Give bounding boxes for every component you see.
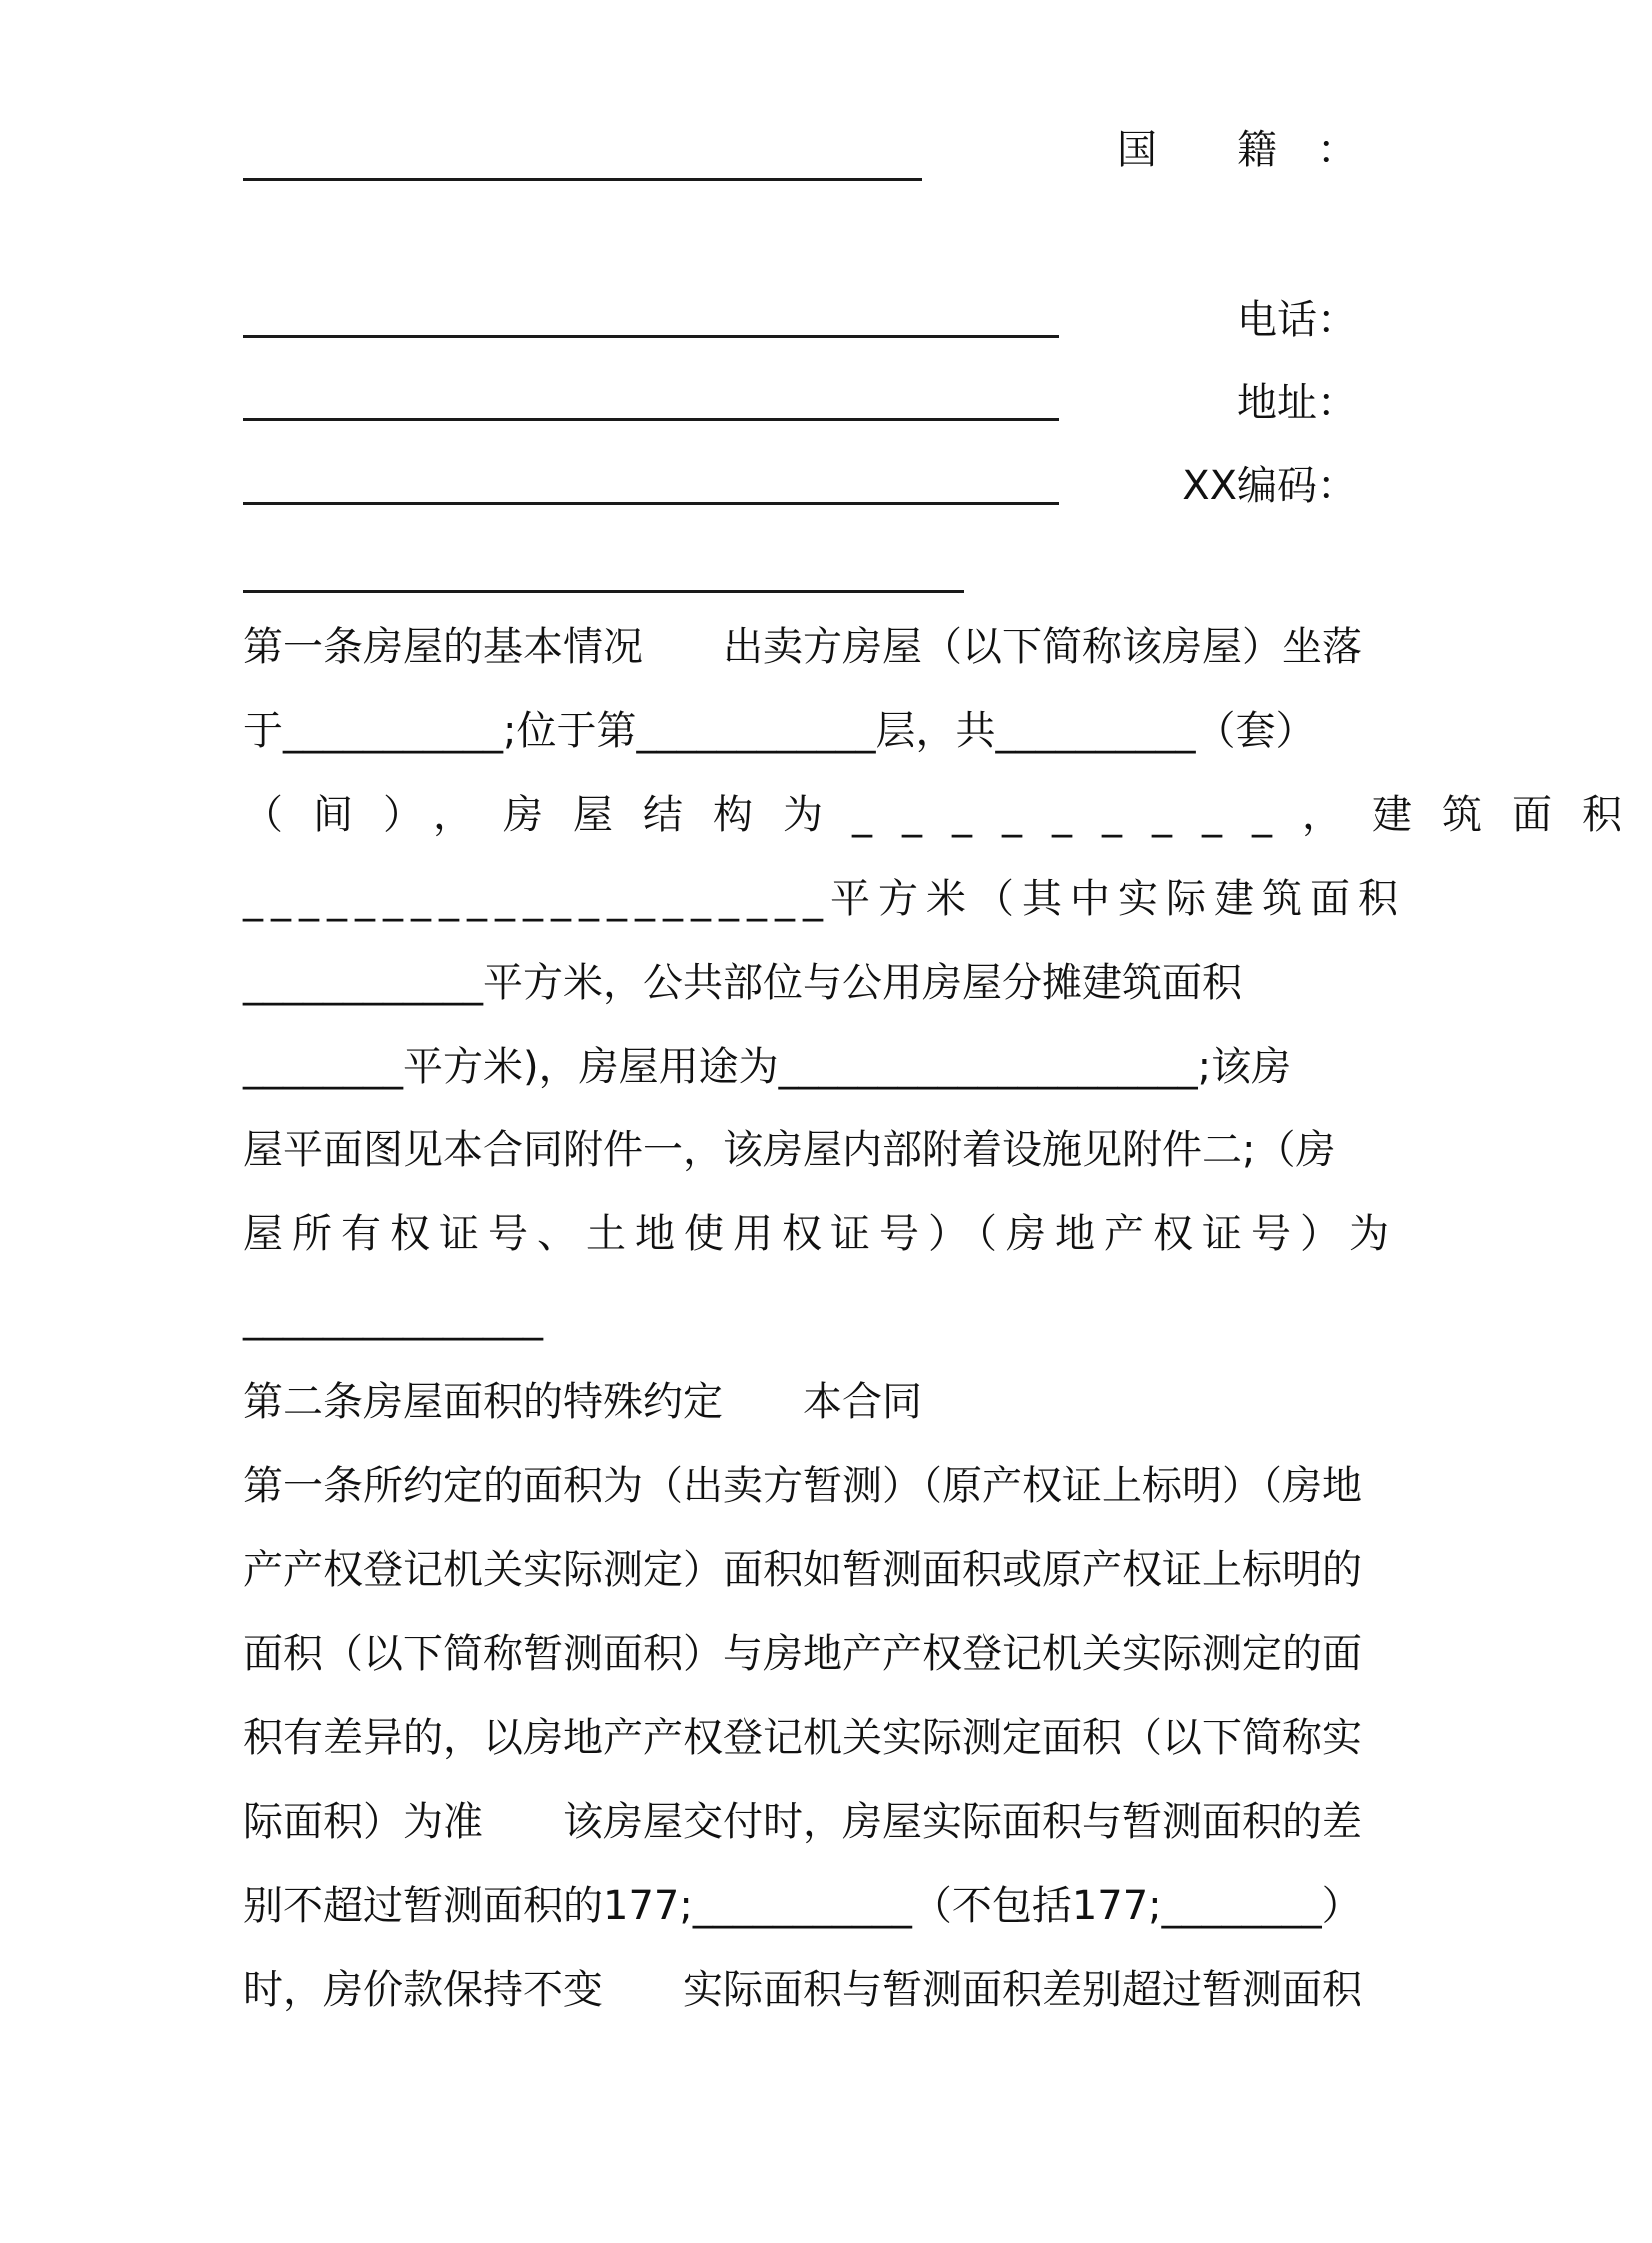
article1-line-7: 屋平面图见本合同附件一，该房屋内部附着设施见附件二;（房 bbox=[243, 1127, 1336, 1173]
article1-line-3-text: （间），房屋结构为_________，建筑面积 bbox=[243, 792, 1652, 838]
article1-line-1: 第一条房屋的基本情况 出卖方房屋（以下简称该房屋）坐落 bbox=[243, 624, 1362, 670]
article1-line-5: ____________平方米，公共部位与公用房屋分摊建筑面积 bbox=[243, 960, 1242, 1006]
nationality-blank-line bbox=[243, 178, 922, 181]
article1-line-8: 屋所有权证号、土地使用权证号）（房地产权证号）为 bbox=[243, 1211, 1398, 1257]
article2-line-1: 第二条房屋面积的特殊约定 本合同 bbox=[243, 1379, 922, 1425]
article2-line-3: 产产权登记机关实际测定）面积如暂测面积或原产权证上标明的 bbox=[243, 1547, 1362, 1593]
article1-line-3 bbox=[243, 785, 1652, 845]
article1-line-9: _______________ bbox=[243, 1295, 543, 1341]
postal-code-label: XX编码： bbox=[1182, 463, 1357, 509]
phone-label: 电话： bbox=[1237, 297, 1357, 343]
article1-line-6: ________平方米)，房屋用途为_____________________;该房 bbox=[243, 1044, 1292, 1090]
address-label: 地址： bbox=[1237, 380, 1357, 426]
article1-line-2: 于___________;位于第____________层，共__________（套） bbox=[243, 708, 1316, 754]
postal-code-blank-line bbox=[243, 502, 1059, 505]
phone-blank-line bbox=[243, 335, 1059, 338]
article1-line-4: _____________________平方米（其中实际建筑面积 bbox=[243, 876, 1406, 922]
article2-line-6: 际面积）为准 该房屋交付时，房屋实际面积与暂测面积的差 bbox=[243, 1799, 1362, 1845]
article2-line-7: 别不超过暂测面积的177;___________（不包括177;________） bbox=[243, 1883, 1362, 1929]
nationality-label: 国 籍 ： bbox=[1117, 127, 1357, 173]
address-blank-line bbox=[243, 418, 1059, 421]
trailing-blank-line bbox=[243, 590, 964, 593]
article2-line-5: 积有差异的，以房地产产权登记机关实际测定面积（以下简称实 bbox=[243, 1715, 1362, 1761]
article2-line-8: 时，房价款保持不变 实际面积与暂测面积差别超过暂测面积 bbox=[243, 1967, 1362, 2013]
article2-line-4: 面积（以下简称暂测面积）与房地产产权登记机关实际测定的面 bbox=[243, 1631, 1362, 1677]
article2-line-2: 第一条所约定的面积为（出卖方暂测）（原产权证上标明）（房地 bbox=[243, 1463, 1362, 1509]
